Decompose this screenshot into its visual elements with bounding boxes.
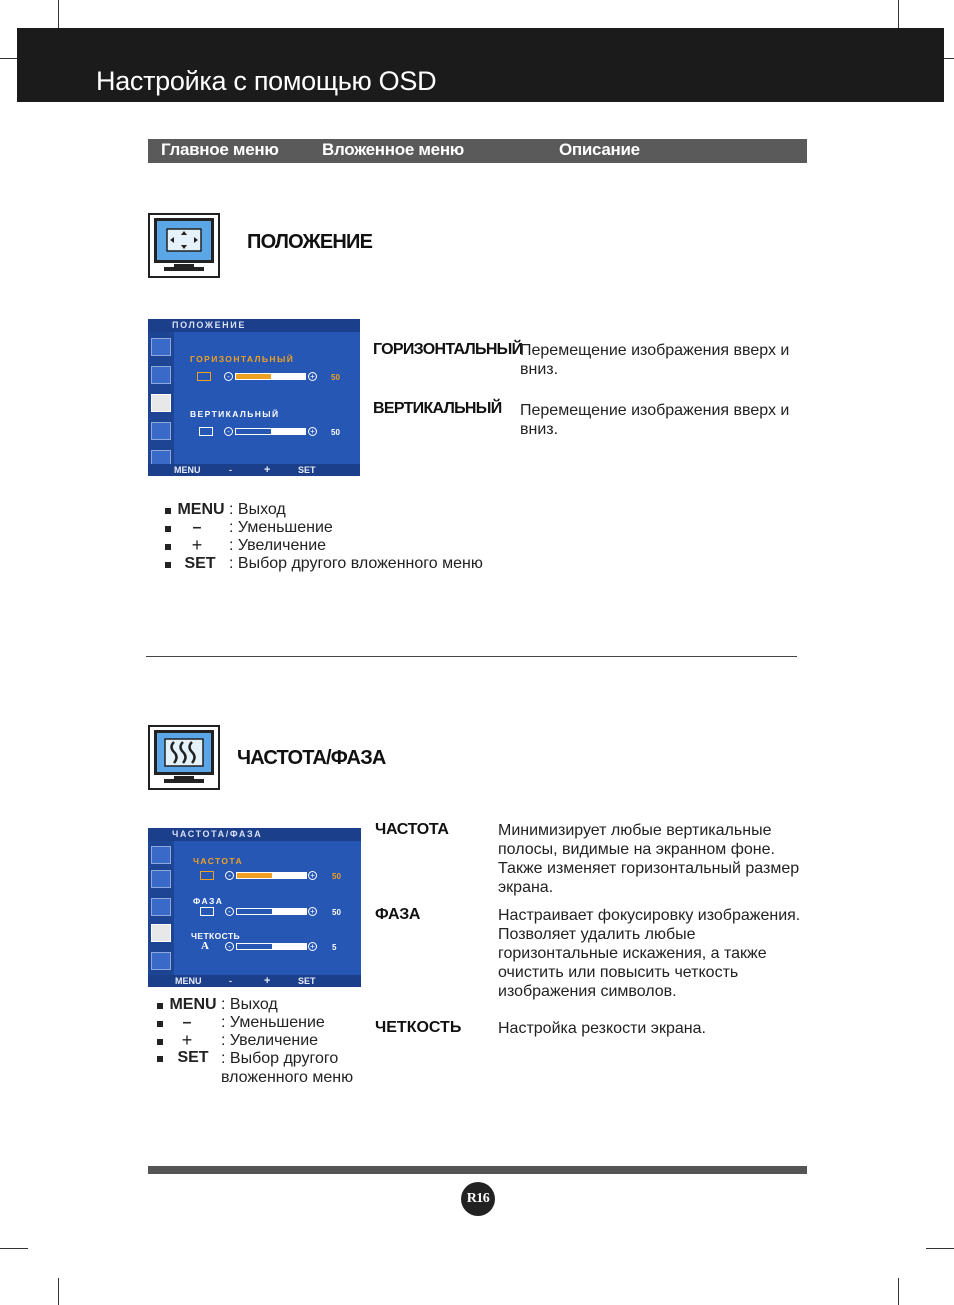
desc-clock: Минимизирует любые вертикальные полосы, видимые на экранном фоне. Также изменяет горизонтальный размер экрана.	[498, 822, 800, 896]
osd-item-label: ЧЕТКОСТЬ	[191, 931, 241, 941]
osd-clock-icon	[151, 422, 171, 440]
column-description: Описание	[559, 140, 640, 159]
term-sharpness: ЧЕТКОСТЬ	[375, 1019, 462, 1036]
osd-picture-icon	[151, 338, 171, 356]
crop-mark	[898, 1278, 899, 1305]
minus-icon: -	[225, 871, 234, 880]
osd-color-icon	[151, 870, 171, 888]
column-main-menu: Главное меню	[161, 140, 279, 159]
osd-item-label: ГОРИЗОНТАЛЬНЫЙ	[190, 354, 295, 364]
crop-mark	[58, 1278, 59, 1305]
plus-icon: +	[308, 942, 317, 951]
plus-icon: +	[308, 871, 317, 880]
osd-footer-minus: -	[229, 976, 232, 986]
crop-mark	[0, 58, 17, 59]
desc-sharpness: Настройка резкости экрана.	[498, 1020, 706, 1037]
osd-footer	[148, 464, 360, 476]
osd-footer-minus: -	[229, 465, 232, 475]
clock-phase-section-title: ЧАСТОТА/ФАЗА	[237, 747, 386, 769]
osd-value: 5	[332, 943, 337, 952]
term-vertical: ВЕРТИКАЛЬНЫЙ	[373, 400, 502, 417]
legend-plus: + : Увеличение	[157, 1032, 377, 1051]
term-phase: ФАЗА	[375, 906, 421, 923]
legend-plus: + : Увеличение	[165, 537, 525, 556]
plus-icon: +	[308, 907, 317, 916]
sharpness-icon: A	[201, 940, 209, 952]
phase-icon	[200, 907, 214, 916]
osd-slider[interactable]	[236, 908, 307, 915]
osd-slider[interactable]	[236, 943, 307, 950]
osd-sidebar	[148, 841, 174, 975]
osd-item-label: ЧАСТОТА	[193, 856, 244, 866]
osd-footer-set: SET	[298, 976, 316, 986]
clock-phase-osd-panel	[148, 828, 361, 987]
osd-value: 50	[332, 908, 341, 917]
osd-footer-plus: +	[264, 464, 271, 476]
legend-menu: MENU : Выход	[157, 996, 377, 1015]
osd-clock-icon	[151, 924, 171, 942]
position-monitor-icon	[148, 213, 220, 278]
osd-footer-menu: MENU	[175, 976, 202, 986]
minus-icon: -	[225, 942, 234, 951]
bottom-bar	[148, 1166, 807, 1174]
osd-sidebar	[148, 332, 174, 464]
osd-footer-plus: +	[264, 975, 271, 987]
crop-mark	[58, 0, 59, 28]
osd-footer	[148, 975, 361, 987]
legend-set: SET : Выбор другого вложенного меню	[165, 555, 525, 574]
osd-value: 50	[331, 428, 340, 437]
osd-value: 50	[331, 373, 340, 382]
column-submenu: Вложенное меню	[322, 140, 465, 159]
legend-minus: – : Уменьшение	[157, 1014, 377, 1033]
osd-title: ЧАСТОТА/ФАЗА	[148, 828, 361, 841]
legend-minus: – : Уменьшение	[165, 519, 525, 538]
osd-item-label: ФАЗА	[193, 896, 224, 906]
section-divider	[146, 656, 797, 657]
vertical-icon	[199, 427, 213, 436]
osd-position-icon	[151, 394, 171, 412]
page-number-badge: R16	[461, 1182, 495, 1216]
desc-phase: Настраивает фокусировку изображения. Позволяет удалить любые горизонтальные искажения, а также очистить или повысить четкость изображения символов.	[498, 907, 801, 1000]
minus-icon: -	[224, 427, 233, 436]
osd-slider[interactable]	[236, 872, 307, 879]
osd-slider[interactable]	[235, 373, 306, 380]
horizontal-icon	[197, 372, 211, 381]
osd-position-icon	[151, 898, 171, 916]
desc-horizontal: Перемещение изображения вверх и вниз.	[520, 342, 790, 378]
crop-mark	[926, 1248, 954, 1249]
osd-footer-set: SET	[298, 465, 316, 475]
minus-icon: -	[225, 907, 234, 916]
plus-icon: +	[308, 372, 317, 381]
plus-icon: +	[308, 427, 317, 436]
page-title: Настройка с помощью OSD	[96, 66, 437, 96]
clock-icon	[200, 871, 214, 880]
clock-phase-monitor-icon	[148, 725, 220, 790]
position-section-title: ПОЛОЖЕНИЕ	[247, 231, 373, 253]
legend-menu: MENU : Выход	[165, 501, 525, 520]
osd-slider[interactable]	[235, 428, 306, 435]
osd-setup-icon	[151, 952, 171, 970]
minus-icon: -	[224, 372, 233, 381]
position-osd-panel	[148, 319, 360, 476]
osd-footer-menu: MENU	[174, 465, 201, 475]
osd-item-label: ВЕРТИКАЛЬНЫЙ	[190, 409, 280, 419]
crop-mark	[898, 0, 899, 28]
term-clock: ЧАСТОТА	[375, 821, 449, 838]
desc-vertical: Перемещение изображения вверх и вниз.	[520, 402, 790, 438]
crop-mark	[0, 1248, 28, 1249]
legend-set: SET : Выбор другого вложенного меню	[157, 1049, 377, 1089]
osd-color-icon	[151, 366, 171, 384]
term-horizontal: ГОРИЗОНТАЛЬНЫЙ	[373, 341, 523, 358]
osd-title: ПОЛОЖЕНИЕ	[148, 319, 360, 332]
osd-picture-icon	[151, 846, 171, 864]
osd-value: 50	[332, 872, 341, 881]
